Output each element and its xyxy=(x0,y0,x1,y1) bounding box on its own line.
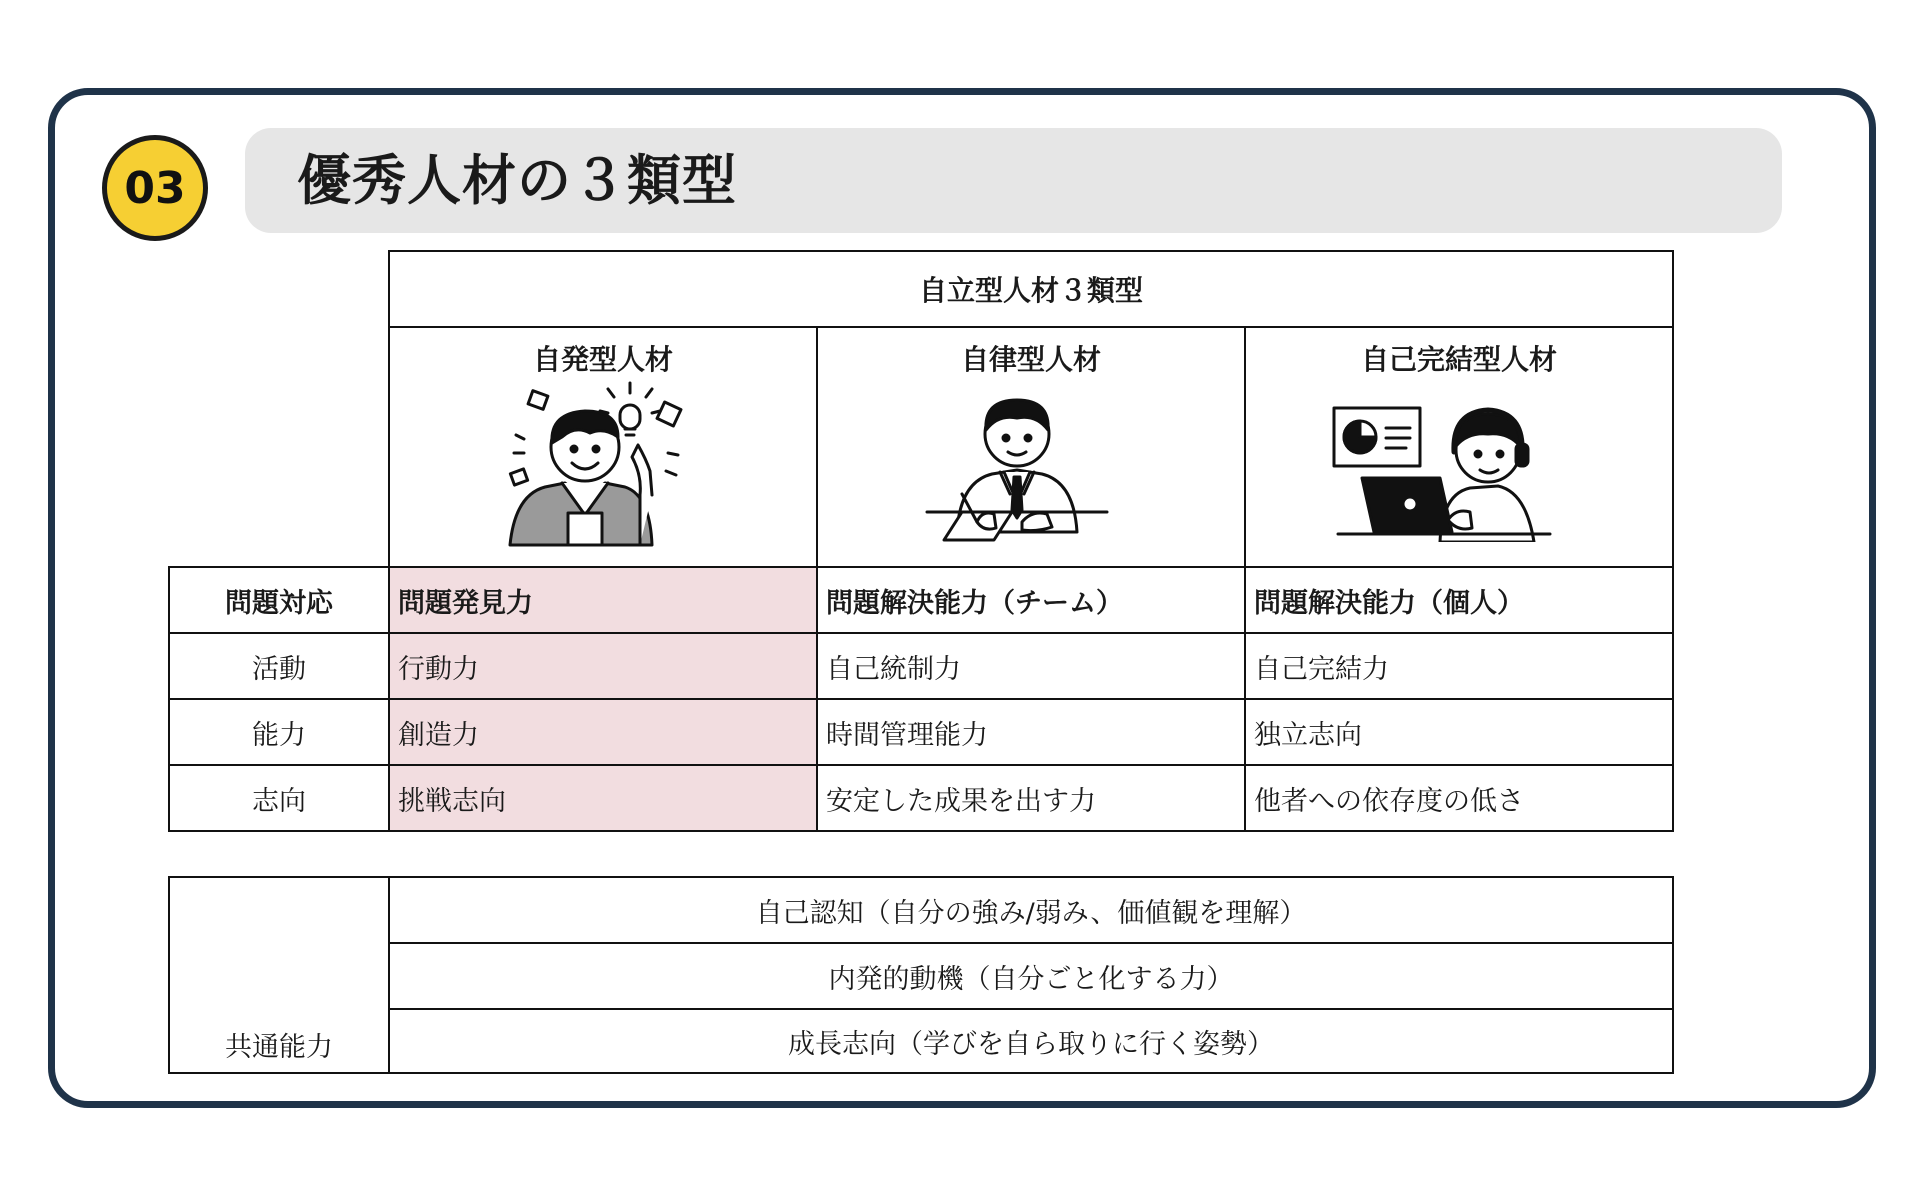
common-item-3: 成長志向（学びを自ら取りに行く姿勢） xyxy=(388,1008,1674,1074)
section-number-badge xyxy=(102,135,208,241)
type-name: 自己完結型人材 xyxy=(1360,343,1557,376)
idea-person-icon xyxy=(500,375,690,550)
type-name: 自発型人材 xyxy=(532,343,673,376)
businessman-writing-icon xyxy=(922,382,1112,547)
cell-problem-3: 問題解決能力（個人） xyxy=(1244,566,1674,634)
page-title: 優秀人材の３類型 xyxy=(297,149,737,212)
table-caption: 自立型人材３類型 xyxy=(388,250,1674,328)
cell-orientation-3: 他者への依存度の低さ xyxy=(1244,764,1674,832)
row-label-problem: 問題対応 xyxy=(168,566,390,634)
common-item-1: 自己認知（自分の強み/弱み、価値観を理解） xyxy=(388,876,1674,944)
cell-orientation-1: 挑戦志向 xyxy=(388,764,818,832)
cell-activity-3: 自己完結力 xyxy=(1244,632,1674,700)
cell-ability-1: 創造力 xyxy=(388,698,818,766)
row-label-ability: 能力 xyxy=(168,698,390,766)
cell-problem-2: 問題解決能力（チーム） xyxy=(816,566,1246,634)
common-item-2: 内発的動機（自分ごと化する力） xyxy=(388,942,1674,1010)
cell-orientation-2: 安定した成果を出す力 xyxy=(816,764,1246,832)
row-label-orientation: 志向 xyxy=(168,764,390,832)
cell-activity-2: 自己統制力 xyxy=(816,632,1246,700)
laptop-headset-person-icon xyxy=(1330,392,1560,542)
cell-ability-2: 時間管理能力 xyxy=(816,698,1246,766)
type-name: 自律型人材 xyxy=(960,343,1101,376)
cell-activity-1: 行動力 xyxy=(388,632,818,700)
section-number: 03 xyxy=(124,162,186,214)
row-label-activity: 活動 xyxy=(168,632,390,700)
common-label: 共通能力 xyxy=(168,876,390,1074)
cell-problem-1: 問題発見力 xyxy=(388,566,818,634)
cell-ability-3: 独立志向 xyxy=(1244,698,1674,766)
title-bar xyxy=(245,128,1782,233)
